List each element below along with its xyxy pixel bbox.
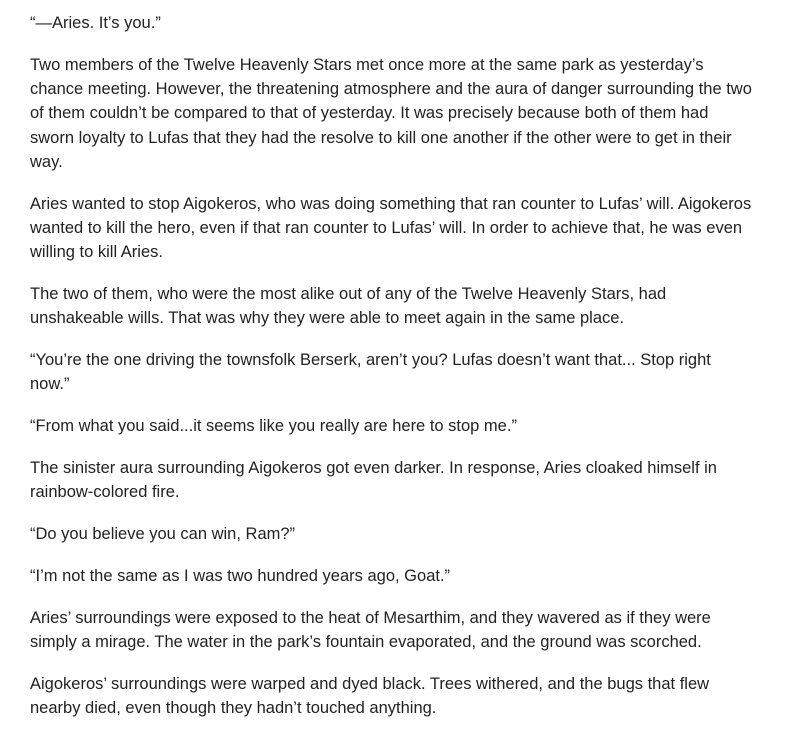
paragraph-7: The sinister aura surrounding Aigokeros got even darker. In response, Aries cloaked himself in rainbow-colored fire.	[30, 458, 717, 502]
paragraph-1: “—Aries. It’s you.”	[30, 14, 161, 32]
paragraph-5: “You’re the one driving the townsfolk Berserk, aren’t you? Lufas doesn’t want that... Stop right now.”	[30, 350, 711, 394]
paragraph-9: “I’m not the same as I was two hundred years ago, Goat.”	[30, 566, 451, 585]
paragraph-2: Two members of the Twelve Heavenly Stars met once more at the same park as yesterday’s chance meeting. However, the threatening atmosphere and the aura of danger surrounding the two of them couldn’t be compared to that of yesterday. It was precisely because both of them had sworn loyalty to Lufas that they had the resolve to kill one another if the other were to get in their way.	[30, 55, 752, 171]
paragraph-4: The two of them, who were the most alike out of any of the Twelve Heavenly Stars, had unshakeable wills. That was why they were able to meet again in the same place.	[30, 284, 667, 328]
paragraph-8: “Do you believe you can win, Ram?”	[30, 525, 296, 544]
paragraph-11: Aigokeros’ surroundings were warped and dyed black. Trees withered, and the bugs that flew nearby died, even though they hadn’t touched anything.	[30, 674, 710, 718]
paragraph-6: “From what you said...it seems like you really are here to stop me.”	[30, 417, 517, 436]
paragraph-3: Aries wanted to stop Aigokeros, who was doing something that ran counter to Lufas’ will. Aigokeros wanted to kill the hero, even if that ran counter to Lufas’ will. In order to achieve that, he was even willing to kill Aries.	[30, 194, 752, 261]
paragraph-10: Aries’ surroundings were exposed to the heat of Mesarthim, and they wavered as if they were simply a mirage. The water in the park’s fountain evaporated, and the ground was scorched.	[30, 608, 711, 652]
